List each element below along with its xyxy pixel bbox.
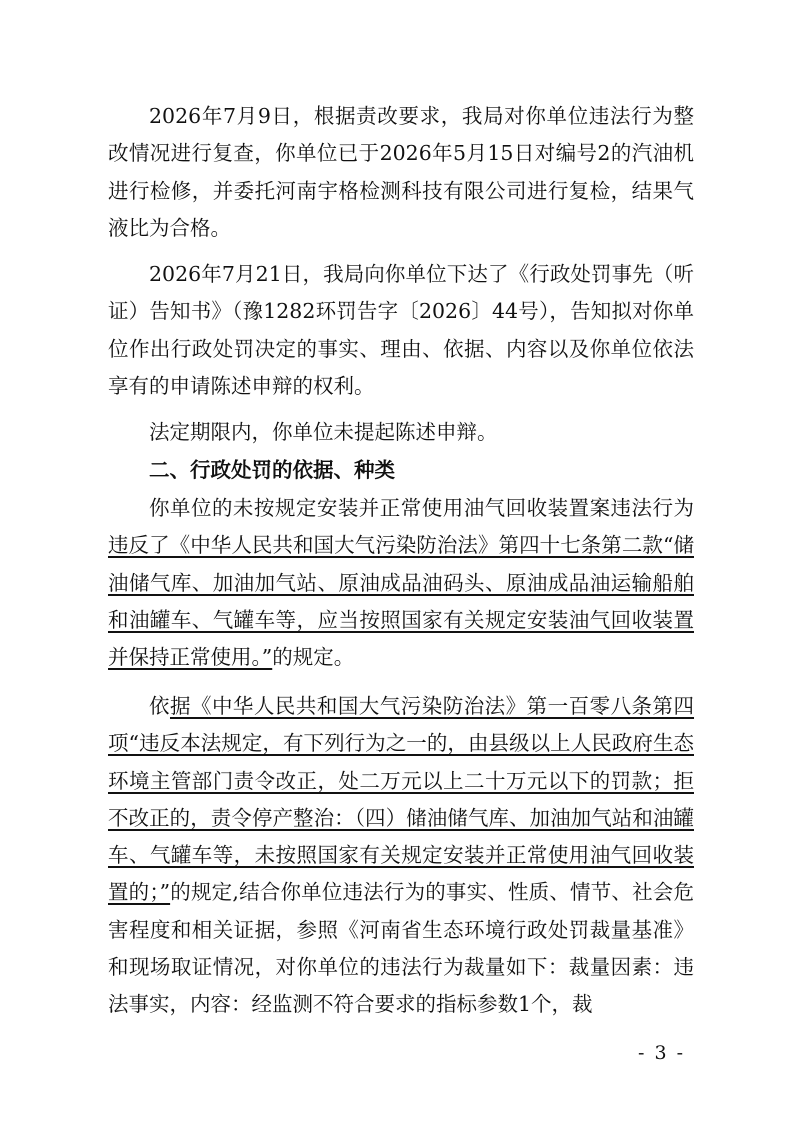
paragraph-violation-law: [108, 490, 694, 676]
penalty-text-start: 依: [149, 694, 170, 718]
paragraph-penalty-basis: [108, 688, 694, 1024]
violation-text-start: 你单位的未按规定安装并正常使用油气回收装置案违法行为: [149, 496, 694, 520]
paragraph-hearing-notice: 2026年7月21日，我局向你单位下达了《行政处罚事先（听证）告知书》（豫1282环罚告字〔2026〕44号），告知拟对你单位作出行政处罚决定的事实、理由、依据、内容以及你单位依法享有的申请陈述申辩的权利。: [108, 262, 694, 398]
penalty-text-end: 的规定,结合你单位违法行为的事实、性质、情节、社会危害程度和相关证据，参照《河南省生态环境行政处罚裁量基准》和现场取证情况，对你单位的违法行为裁量如下：裁量因素：违法事实，内容：经监测不符合要求的指标参数1个，裁: [108, 880, 694, 1017]
paragraph-reinspection: 2026年7月9日，根据责改要求，我局对你单位违法行为整改情况进行复查，你单位已于2026年5月15日对编号2的汽油机进行检修，并委托河南宇格检测科技有限公司进行复检，结果气液比为合格。: [108, 104, 694, 240]
page-number: - 3 -: [637, 1042, 685, 1064]
paragraph-no-defense: 法定期限内，你单位未提起陈述申辩。: [149, 420, 498, 444]
violation-text-end: 的规定。: [272, 645, 355, 670]
section-heading-penalty-basis: 二、行政处罚的依据、种类: [149, 458, 395, 482]
violation-law-citation: 违反了《中华人民共和国大气污染防治法》第四十七条第二款“储油储气库、加油加气站、原油成品油码头、原油成品油运输船舶和油罐车、气罐车等，应当按照国家有关规定安装油气回收装置并保持正常使用。”: [108, 533, 694, 670]
penalty-law-citation: 据《中华人民共和国大气污染防治法》第一百零八条第四项“违反本法规定，有下列行为之一的，由县级以上人民政府生态环境主管部门责令改正，处二万元以上二十万元以下的罚款；拒不改正的，责令停产整治：（四）储油储气库、加油加气站和油罐车、气罐车等，未按照国家有关规定安装并正常使用油气回收装置的；”: [108, 694, 695, 905]
